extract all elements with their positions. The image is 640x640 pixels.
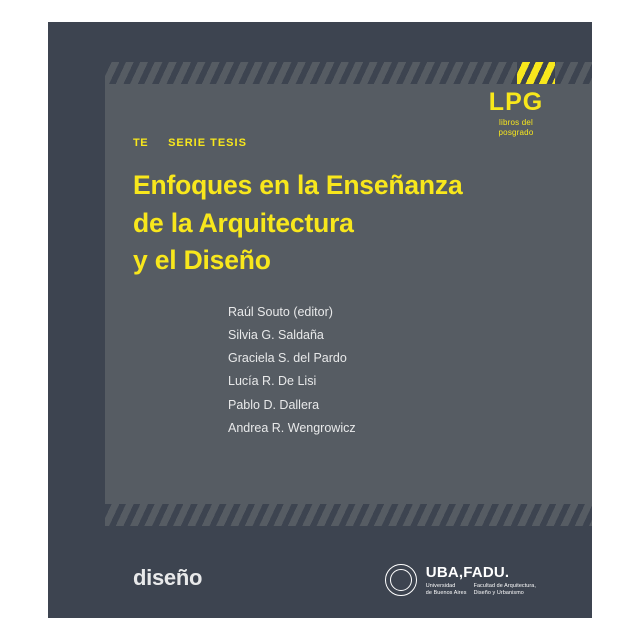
imprint-acronym: LPG (488, 88, 544, 116)
university-sub-right-line2: Diseño y Urbanismo (473, 589, 524, 596)
imprint-subtitle-line1: libros del (498, 118, 533, 127)
author-list (228, 301, 356, 440)
hazard-accent-block (517, 62, 555, 84)
author-item: Lucía R. De Lisi (228, 374, 317, 389)
university-logo (385, 564, 536, 596)
author-item: Andrea R. Wengrowicz (228, 420, 356, 435)
university-sub-right-line1: Facultad de Arquitectura, (473, 583, 536, 590)
university-sub-left-line2: de Buenos Aires (425, 589, 467, 596)
series-code: TE (133, 137, 149, 149)
university-name: UBA,FADU. (425, 564, 510, 582)
university-seal-icon (385, 564, 417, 596)
book-cover (48, 22, 592, 618)
university-sub-left-line1: Universidad (425, 583, 456, 590)
author-item: Pablo D. Dallera (228, 397, 320, 412)
author-item: Graciela S. del Pardo (228, 351, 347, 366)
book-title (133, 167, 533, 280)
author-item: Raúl Souto (editor) (228, 305, 333, 319)
hazard-stripe-bottom (105, 504, 592, 526)
university-text (426, 564, 536, 596)
title-line-2: de la Arquitectura (133, 207, 354, 238)
author-item: Silvia G. Saldaña (228, 328, 324, 343)
university-sub-right (474, 583, 536, 595)
university-subtitles (426, 583, 536, 595)
imprint-subtitle-line2: posgrado (498, 128, 534, 137)
series-marker (133, 137, 247, 149)
publisher-logo: diseño (133, 565, 203, 590)
title-line-3: y el Diseño (133, 245, 271, 276)
series-label: SERIE TESIS (168, 137, 247, 149)
imprint-subtitle (470, 118, 562, 138)
title-line-1: Enfoques en la Enseñanza (133, 170, 463, 200)
university-sub-left (426, 583, 467, 595)
cover-top-bar (48, 22, 592, 62)
imprint-logo (470, 90, 562, 138)
